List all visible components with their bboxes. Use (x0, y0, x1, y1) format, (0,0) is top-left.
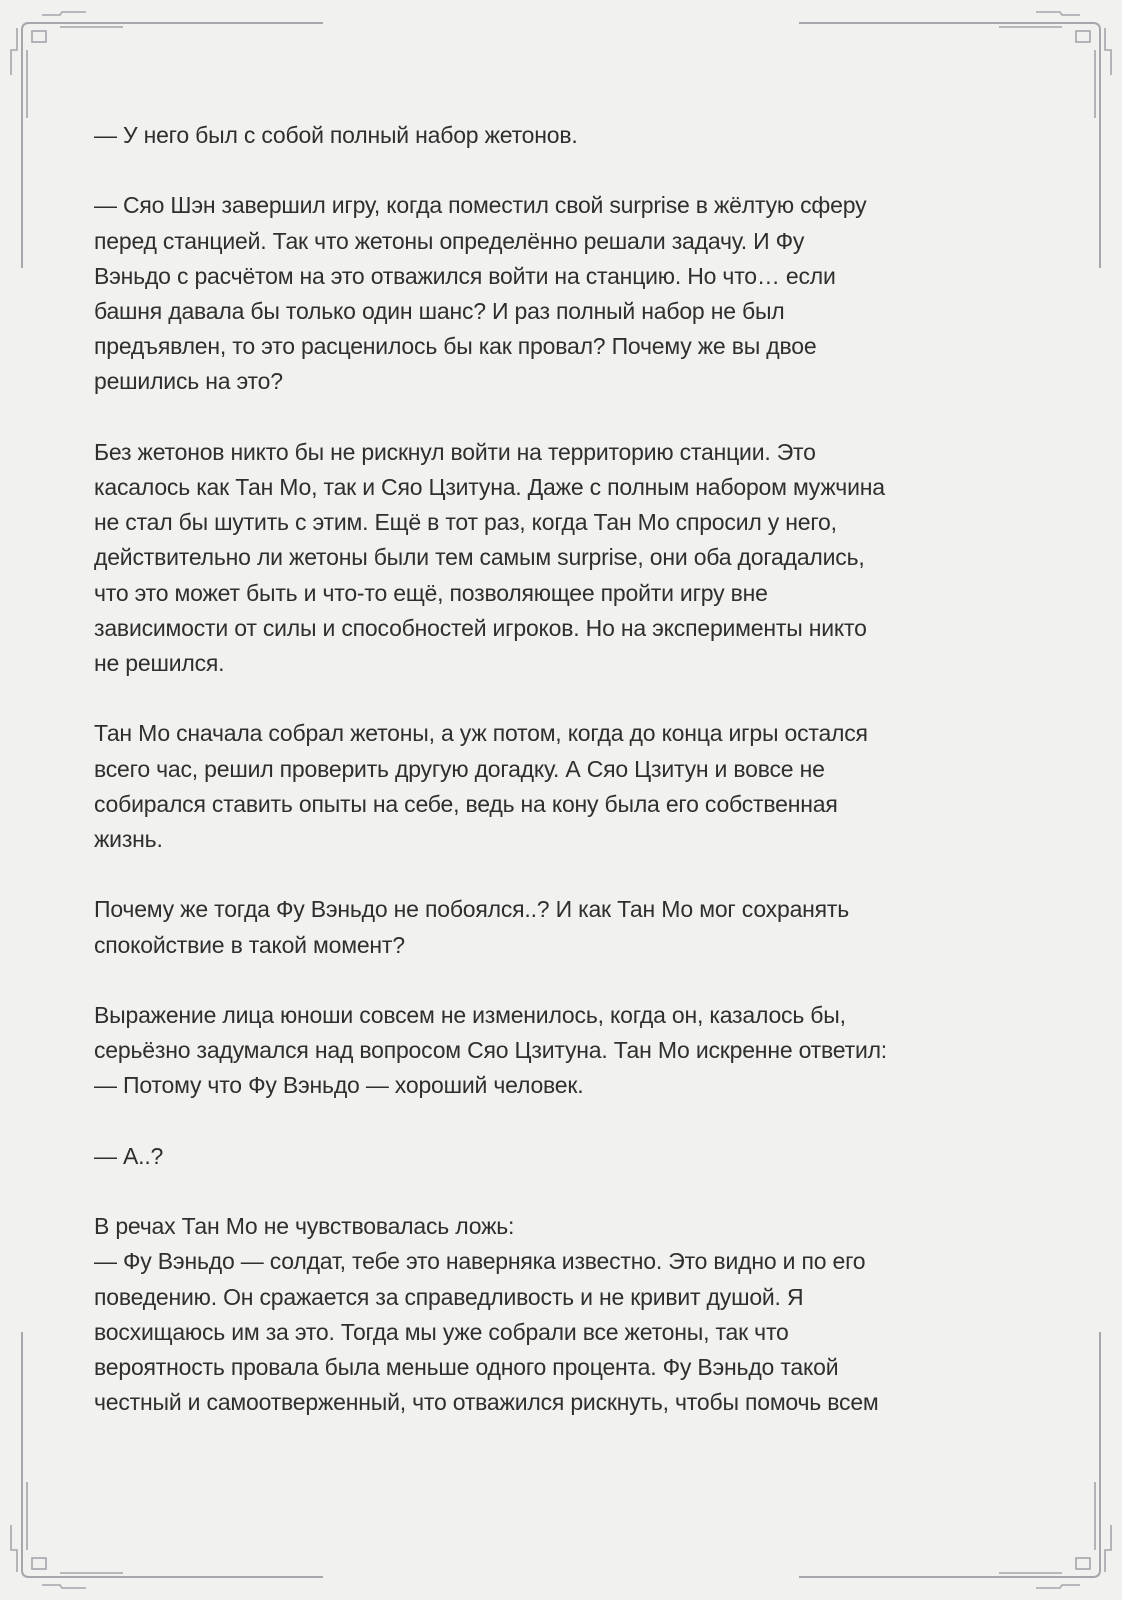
text-line: — Потому что Фу Вэньдо — хороший человек. (94, 1072, 584, 1099)
document-body (94, 118, 1034, 1456)
text-line: перед станцией. Так что жетоны определённо решали задачу. И Фу (94, 227, 805, 254)
text-line: честный и самоотверженный, что отважился рискнуть, чтобы помочь всем (94, 1389, 879, 1416)
text-line: Вэньдо с расчётом на это отважился войти на станцию. Но что… если (94, 262, 836, 289)
text-line: всего час, решил проверить другую догадку. А Сяо Цзитун и вовсе не (94, 755, 825, 782)
text-line: восхищаюсь им за это. Тогда мы уже собрали все жетоны, так что (94, 1318, 789, 1345)
text-line: — У него был с собой полный набор жетонов. (94, 122, 578, 148)
text-line: поведению. Он сражается за справедливость и не кривит душой. Я (94, 1283, 804, 1310)
text-line: решились на это? (94, 368, 283, 395)
paragraph (94, 1209, 1034, 1420)
paragraph (94, 716, 1034, 857)
text-line: предъявлен, то это расценилось бы как провал? Почему же вы двое (94, 333, 817, 360)
paragraph (94, 998, 1034, 1104)
paragraph (94, 188, 1034, 399)
text-line: Тан Мо сначала собрал жетоны, а уж потом, когда до конца игры остался (94, 720, 868, 747)
text-line: касалось как Тан Мо, так и Сяо Цзитуна. Даже с полным набором мужчина (94, 474, 885, 500)
text-line: действительно ли жетоны были тем самым surprise, они оба догадались, (94, 544, 865, 571)
text-line: вероятность провала была меньше одного процента. Фу Вэньдо такой (94, 1354, 839, 1380)
text-line: В речах Тан Мо не чувствовалась ложь: (94, 1213, 515, 1240)
paragraph (94, 118, 1034, 153)
text-line: спокойствие в такой момент? (94, 931, 405, 958)
text-line: жизнь. (94, 826, 163, 853)
paragraph (94, 1139, 1034, 1174)
text-line: не решился. (94, 650, 225, 677)
paragraph (94, 435, 1034, 681)
text-line: башня давала бы только один шанс? И раз полный набор не был (94, 298, 785, 324)
text-line: Выражение лица юноши совсем не изменилось, когда он, казалось бы, (94, 1002, 846, 1028)
text-line: — А..? (94, 1142, 164, 1169)
text-line: собирался ставить опыты на себе, ведь на кону была его собственная (94, 790, 838, 817)
text-line: — Сяо Шэн завершил игру, когда поместил свой surprise в жёлтую сферу (94, 192, 867, 219)
text-line: что это может быть и что-то ещё, позволяющее пройти игру вне (94, 579, 768, 606)
text-line: Почему же тогда Фу Вэньдо не побоялся..? И как Тан Мо мог сохранять (94, 896, 850, 923)
text-line: Без жетонов никто бы не рискнул войти на территорию станции. Это (94, 438, 816, 465)
text-line: — Фу Вэньдо — солдат, тебе это наверняка известно. Это видно и по его (94, 1248, 866, 1275)
text-line: серьёзно задумался над вопросом Сяо Цзитуна. Тан Мо искренне ответил: (94, 1037, 887, 1064)
text-line: не стал бы шутить с этим. Ещё в тот раз, когда Тан Мо спросил у него, (94, 509, 837, 536)
text-line: зависимости от силы и способностей игроков. Но на эксперименты никто (94, 614, 867, 641)
paragraph (94, 892, 1034, 962)
